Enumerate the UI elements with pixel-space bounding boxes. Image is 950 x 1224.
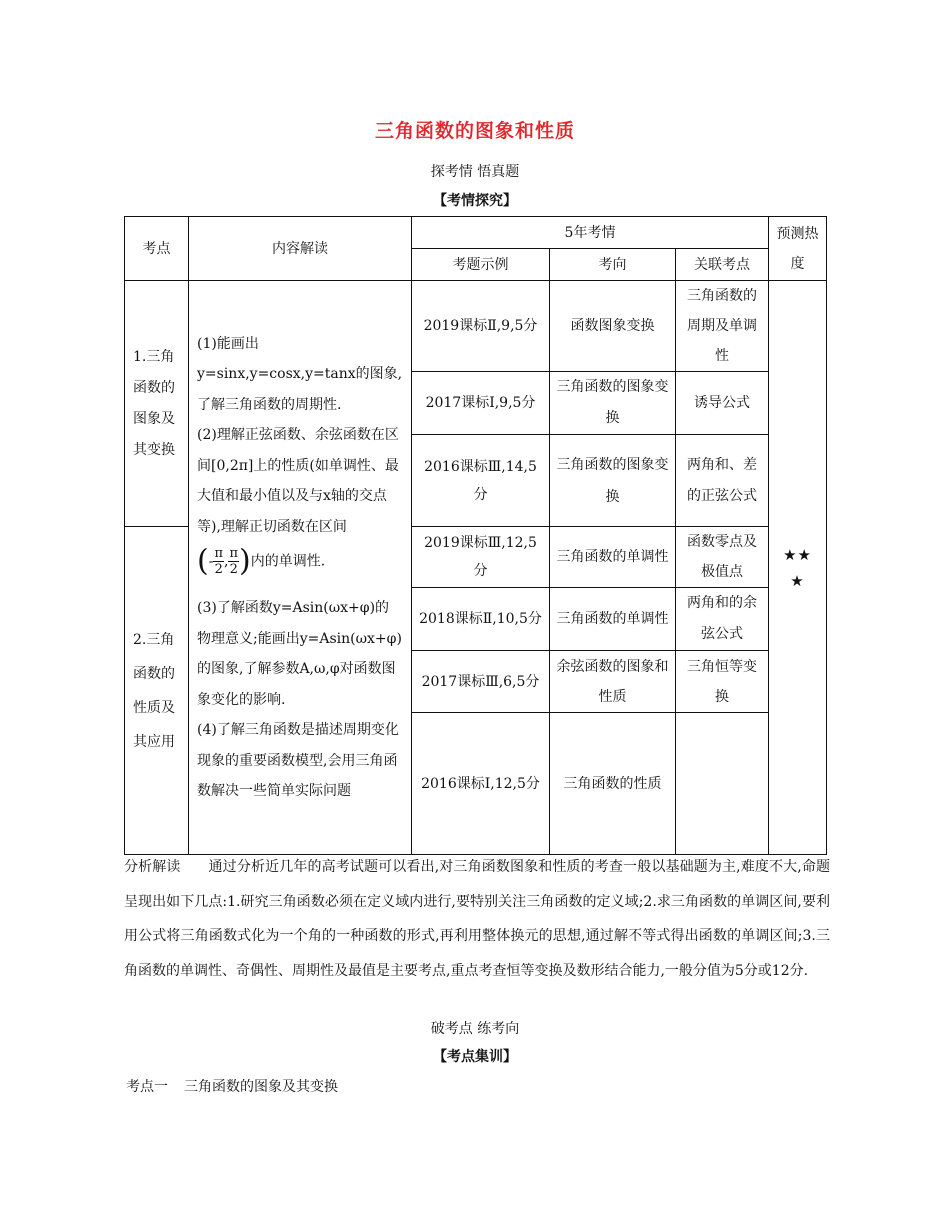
direction-cell: 三角函数的单调性 <box>550 588 676 651</box>
related-cell: 函数零点及极值点 <box>676 527 769 588</box>
direction-cell: 三角函数的图象变换 <box>550 372 676 435</box>
related-cell: 三角恒等变换 <box>676 651 769 713</box>
example-cell: 2017课标Ⅰ,9,5分 <box>412 372 550 435</box>
analysis-label: 分析解读 <box>124 859 181 875</box>
section2-bracket-heading: 【考点集训】 <box>433 1049 517 1065</box>
section2-heading: 破考点 练考向 <box>430 1021 520 1037</box>
header-example: 考题示例 <box>412 249 550 281</box>
direction-cell: 余弦函数的图象和性质 <box>550 651 676 713</box>
kaodian-title: 三角函数的图象及其变换 <box>184 1079 338 1095</box>
header-kaodian: 考点 <box>125 217 189 281</box>
kaodian-label: 考点一 <box>126 1079 168 1095</box>
related-cell: 两角和、差的正弦公式 <box>676 435 769 527</box>
analysis-text: 通过分析近几年的高考试题可以看出,对三角函数图象和性质的考查一般以基础题为主,难度不大,命题呈现出如下几点:1.研究三角函数必须在定义域内进行,要特别关注三角函数的定义域;2.求三角函数的单调区间,要利用公式将三角函数式化为一个角的一种函数的形式,再利用整体换元的思想,通过解不等式得出函数的单调区间;3.三角函数的单调性、奇偶性、周期性及最值是主要考点,重点考查恒等变换及数形结合能力,一般分值为5分或12分. <box>124 859 830 979</box>
example-cell: 2016课标Ⅲ,14,5分 <box>412 435 550 527</box>
heat-cell <box>769 281 827 855</box>
header-related: 关联考点 <box>676 249 769 281</box>
related-cell: 三角函数的周期及单调性 <box>676 281 769 372</box>
kaodian-heading <box>126 1076 338 1096</box>
header-direction: 考向 <box>550 249 676 281</box>
content-p1b: y=sinx,y=cosx,y=tanx的图象,了解三角函数的周期性. <box>197 366 403 413</box>
table-row <box>125 281 827 372</box>
header-heat: 预测热度 <box>769 217 827 281</box>
table-header-row <box>125 217 827 249</box>
direction-cell: 三角函数的性质 <box>550 713 676 855</box>
content-interval: (- $\frac{\pi}{2}$ , $\frac{\pi}{2}$ )内的单调性. <box>197 543 326 579</box>
example-cell: 2016课标Ⅰ,12,5分 <box>412 713 550 855</box>
header-neirong: 内容解读 <box>189 217 412 281</box>
content-p2: (2)理解正弦函数、余弦函数在区间[0,2π]上的性质(如单调性、最大值和最小值以及与x轴的交点等),理解正切函数在区间 <box>197 427 399 535</box>
content-p1a: (1)能画出 <box>197 335 259 352</box>
interval-suffix: 内的单调性. <box>250 553 326 570</box>
section1-heading: 探考情 悟真题 <box>430 164 520 180</box>
example-cell: 2018课标Ⅱ,10,5分 <box>412 588 550 651</box>
direction-cell: 三角函数的单调性 <box>550 527 676 588</box>
kaodian-2-cell: 2.三角函数的性质及其应用 <box>125 527 189 855</box>
example-cell: 2017课标Ⅲ,6,5分 <box>412 651 550 713</box>
direction-cell: 函数图象变换 <box>550 281 676 372</box>
content-p4: (4)了解三角函数是描述周期变化现象的重要函数模型,会用三角函数解决一些简单实际问题 <box>197 722 399 799</box>
related-cell: 两角和的余弦公式 <box>676 588 769 651</box>
interval-sign: - <box>208 553 214 570</box>
direction-cell: 三角函数的图象变换 <box>550 435 676 527</box>
related-cell <box>676 713 769 855</box>
analysis-paragraph <box>124 850 830 988</box>
content-cell <box>189 281 412 855</box>
interval-left-fraction: $\frac{\pi}{2}$ <box>214 546 223 577</box>
heat-stars: ★★★ <box>783 545 812 590</box>
section1-bracket-heading: 【考情探究】 <box>433 193 517 209</box>
example-cell: 2019课标Ⅲ,12,5分 <box>412 527 550 588</box>
interval-right-fraction: $\frac{\pi}{2}$ <box>229 546 238 577</box>
header-five-year: 5年考情 <box>412 217 769 249</box>
exam-info-table <box>124 216 827 855</box>
example-cell: 2019课标Ⅱ,9,5分 <box>412 281 550 372</box>
page-title: 三角函数的图象和性质 <box>374 120 575 142</box>
content-p3: (3)了解函数y=Asin(ωx+φ)的物理意义;能画出y=Asin(ωx+φ)的图象,了解参数A,ω,φ对函数图象变化的影响. <box>197 600 402 708</box>
kaodian-1-cell: 1.三角函数的图象及其变换 <box>125 281 189 527</box>
related-cell: 诱导公式 <box>676 372 769 435</box>
